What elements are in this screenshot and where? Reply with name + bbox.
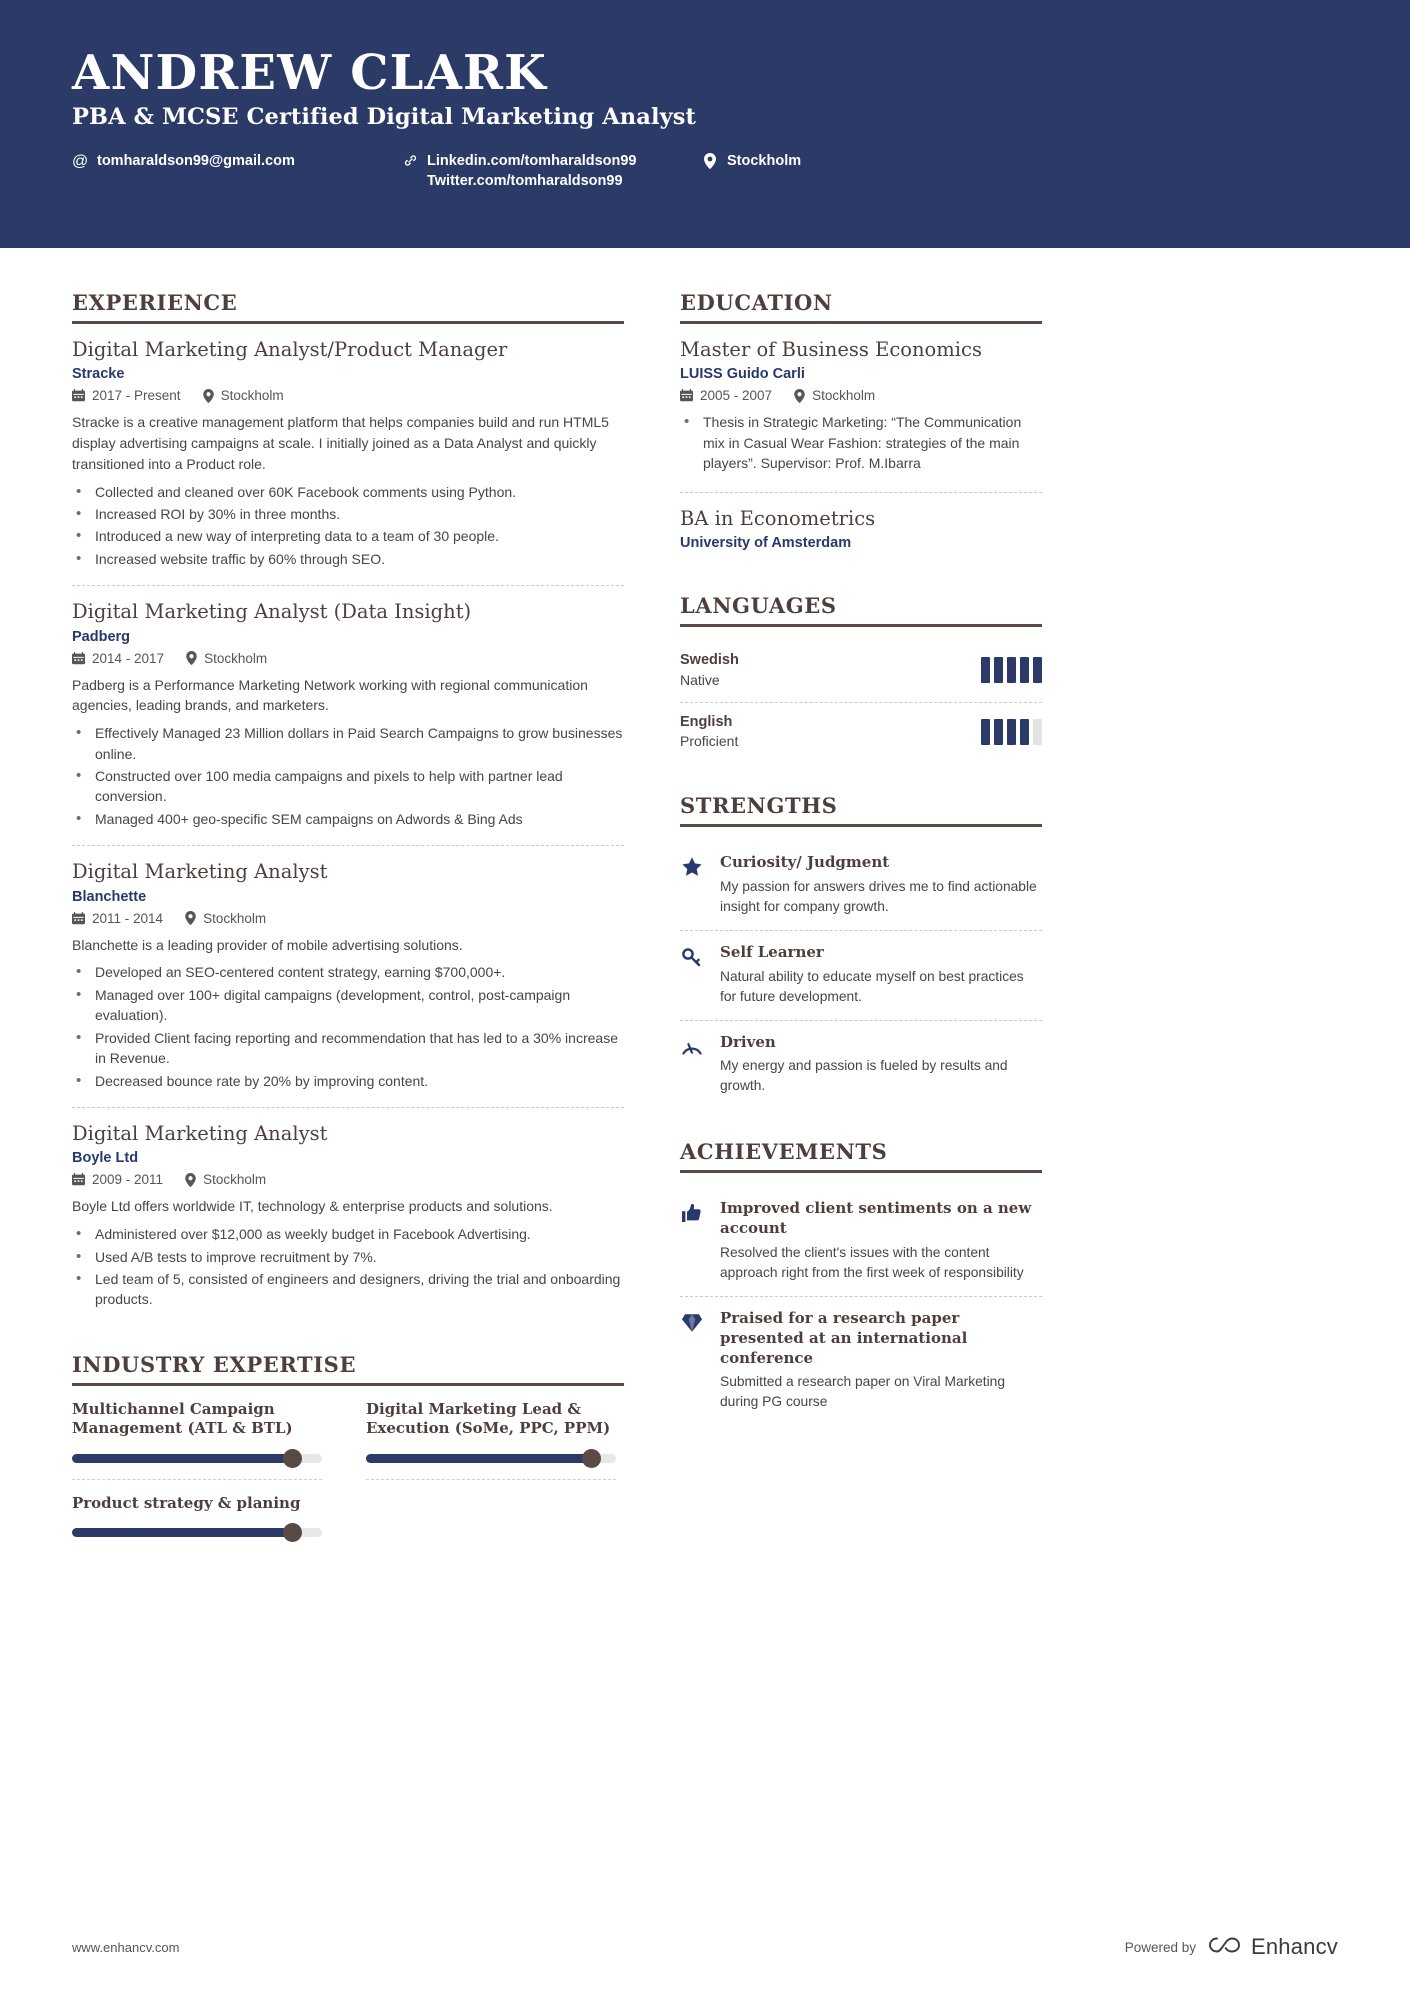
experience-summary: Blanchette is a leading provider of mobile advertising solutions. — [72, 936, 463, 953]
contact-email-text: tomharaldson99@gmail.com — [97, 153, 295, 170]
experience-company: Padberg — [72, 628, 131, 645]
expertise-item — [366, 1400, 616, 1480]
contact-row — [72, 152, 1338, 191]
thumbs-up-icon — [680, 1199, 706, 1225]
experience-location-text: Stockholm — [220, 388, 284, 404]
experience-dates — [72, 1172, 163, 1187]
resume-body — [0, 248, 1410, 1597]
experience-job-title: Digital Marketing Analyst (Data Insight) — [72, 600, 472, 624]
twitter-link[interactable]: Twitter.com/tomharaldson99 — [427, 172, 623, 189]
section-heading-education: EDUCATION — [680, 290, 1042, 324]
language-level: Native — [680, 671, 720, 688]
achievement-item — [680, 1296, 1042, 1425]
experience-location — [185, 1172, 266, 1187]
experience-entry — [72, 1107, 624, 1322]
level-bar — [1020, 657, 1029, 683]
slider-knob[interactable] — [283, 1449, 302, 1468]
calendar-icon — [72, 912, 85, 925]
level-bar — [1007, 657, 1016, 683]
list-item: • Administered over $12,000 as weekly budget in Facebook Advertising. — [72, 1224, 624, 1244]
section-experience — [72, 290, 624, 1322]
contact-location — [702, 152, 952, 172]
calendar-icon — [72, 389, 85, 402]
language-item — [680, 702, 1042, 763]
list-item: • Managed over 100+ digital campaigns (development, control, post-campaign evaluation). — [72, 985, 624, 1026]
experience-summary: Padberg is a Performance Marketing Network working with regional communication agencies, leading brands, and marketers. — [72, 676, 588, 714]
level-bar — [981, 657, 990, 683]
experience-location — [186, 651, 267, 666]
list-item: • Decreased bounce rate by 20% by improving content. — [72, 1071, 624, 1091]
contact-email[interactable] — [72, 152, 402, 173]
calendar-icon — [72, 652, 85, 665]
language-name: English — [680, 713, 733, 730]
key-icon — [680, 943, 706, 969]
section-heading-industry-expertise: INDUSTRY EXPERTISE — [72, 1352, 624, 1386]
strength-desc: My passion for answers drives me to find actionable insight for company growth. — [720, 878, 1037, 914]
location-pin-icon — [186, 651, 197, 665]
strength-item — [680, 841, 1042, 930]
language-item — [680, 641, 1042, 701]
education-degree: Master of Business Economics — [680, 338, 982, 361]
right-column — [680, 290, 1042, 1455]
language-level-bars — [981, 719, 1042, 745]
expertise-label: Product strategy & planing — [72, 1493, 301, 1512]
list-item: • Increased ROI by 30% in three months. — [72, 504, 624, 524]
level-bar — [994, 719, 1003, 745]
language-level: Proficient — [680, 733, 739, 750]
list-item: • Led team of 5, consisted of engineers and designers, driving the trial and onboarding products. — [72, 1269, 624, 1310]
expertise-grid — [72, 1400, 624, 1567]
calendar-icon — [680, 389, 693, 402]
expertise-label: Multichannel Campaign Management (ATL & BTL) — [72, 1399, 293, 1438]
experience-meta — [72, 388, 624, 403]
experience-bullets — [72, 962, 624, 1091]
link-icon — [402, 152, 418, 168]
list-item: • Provided Client facing reporting and recommendation that has led to a 30% increase in Revenue. — [72, 1028, 624, 1069]
experience-job-title: Digital Marketing Analyst/Product Manager — [72, 338, 508, 361]
language-name: Swedish — [680, 652, 739, 669]
brand — [1208, 1934, 1338, 1961]
job-title-subtitle: PBA & MCSE Certified Digital Marketing Analyst — [72, 104, 697, 131]
education-school: LUISS Guido Carli — [680, 366, 805, 383]
language-info — [680, 713, 738, 751]
page-title: ANDREW CLARK — [72, 45, 548, 101]
education-entry — [680, 492, 1042, 563]
language-info — [680, 651, 739, 689]
achievement-content — [720, 1309, 1042, 1412]
expertise-slider[interactable] — [366, 1454, 616, 1463]
diamond-icon — [680, 1309, 706, 1335]
slider-knob[interactable] — [582, 1449, 601, 1468]
experience-job-title: Digital Marketing Analyst — [72, 860, 328, 884]
section-strengths — [680, 793, 1042, 1109]
level-bar — [1033, 657, 1042, 683]
experience-dates — [72, 911, 163, 926]
slider-knob[interactable] — [283, 1523, 302, 1542]
education-location — [794, 388, 875, 403]
experience-location — [203, 388, 284, 403]
section-languages — [680, 593, 1042, 763]
section-heading-languages: LANGUAGES — [680, 593, 1042, 627]
achievement-title: Improved client sentiments on a new account — [720, 1199, 1032, 1238]
experience-dates-text: 2009 - 2011 — [92, 1172, 164, 1188]
section-heading-experience: EXPERIENCE — [72, 290, 624, 324]
linkedin-link[interactable]: Linkedin.com/tomharaldson99 — [427, 153, 637, 170]
location-pin-icon — [185, 911, 196, 925]
slider-fill — [366, 1454, 591, 1463]
powered-by-label: Powered by — [1124, 1939, 1196, 1955]
experience-location — [185, 911, 266, 926]
contact-links[interactable] — [402, 152, 702, 191]
education-dates-text: 2005 - 2007 — [700, 388, 773, 404]
experience-meta — [72, 911, 624, 926]
experience-dates — [72, 651, 164, 666]
experience-company: Stracke — [72, 366, 125, 383]
strength-desc: My energy and passion is fueled by results and growth. — [720, 1058, 1008, 1094]
calendar-icon — [72, 1173, 85, 1186]
experience-bullets — [72, 482, 624, 570]
strength-item — [680, 930, 1042, 1020]
achievement-item — [680, 1187, 1042, 1296]
resume-footer — [0, 1899, 1410, 1995]
education-dates — [680, 388, 772, 403]
brand-name: Enhancv — [1250, 1934, 1338, 1959]
level-bar — [1007, 719, 1016, 745]
education-bullets — [680, 412, 1042, 473]
slider-fill — [72, 1454, 292, 1463]
education-entry — [680, 338, 1042, 482]
section-industry-expertise — [72, 1352, 624, 1567]
experience-dates-text: 2011 - 2014 — [92, 910, 164, 926]
language-level-bars — [981, 657, 1042, 683]
list-item: • Collected and cleaned over 60K Facebook comments using Python. — [72, 482, 624, 502]
list-item: • Thesis in Strategic Marketing: “The Communication mix in Casual Wear Fashion: strategies of the main players”. Supervisor: Prof. M.Ibarra — [680, 412, 1042, 473]
experience-job-title: Digital Marketing Analyst — [72, 1122, 328, 1145]
achievement-desc: Resolved the client's issues with the content approach right from the first week of responsibility — [720, 1244, 1024, 1280]
contact-location-text: Stockholm — [727, 153, 802, 170]
achievement-desc: Submitted a research paper on Viral Marketing during PG course — [720, 1374, 1006, 1410]
location-pin-icon — [702, 152, 718, 169]
experience-location-text: Stockholm — [204, 650, 268, 666]
list-item: • Increased website traffic by 60% through SEO. — [72, 549, 624, 569]
strength-title: Self Learner — [720, 942, 824, 961]
experience-meta — [72, 651, 624, 666]
section-heading-achievements: ACHIEVEMENTS — [680, 1139, 1042, 1173]
list-item: • Constructed over 100 media campaigns and pixels to help with partner lead conversion. — [72, 766, 624, 807]
experience-location-text: Stockholm — [203, 910, 267, 926]
experience-meta — [72, 1172, 624, 1187]
list-item: • Used A/B tests to improve recruitment by 7%. — [72, 1247, 624, 1267]
level-bar — [994, 657, 1003, 683]
experience-bullets — [72, 723, 624, 829]
section-achievements — [680, 1139, 1042, 1425]
location-pin-icon — [203, 389, 214, 403]
footer-url[interactable]: www.enhancv.com — [72, 1939, 180, 1955]
strength-content — [720, 853, 1042, 917]
strength-title: Curiosity/ Judgment — [720, 852, 890, 871]
footer-branding — [1125, 1934, 1338, 1961]
strength-content — [720, 943, 1042, 1007]
strength-content — [720, 1033, 1042, 1097]
level-bar — [1020, 719, 1029, 745]
resume-header — [0, 0, 1410, 248]
list-item: • Effectively Managed 23 Million dollars in Paid Search Campaigns to grow businesses online. — [72, 723, 624, 764]
education-degree: BA in Econometrics — [680, 506, 876, 530]
expertise-item — [72, 1400, 322, 1480]
experience-location-text: Stockholm — [203, 1172, 267, 1188]
achievement-content — [720, 1199, 1042, 1283]
experience-summary: Stracke is a creative management platform that helps companies build and run HTML5 display advertising campaigns at scale. I initially joined as a Data Analyst and quickly transitioned into a Product role. — [72, 414, 609, 472]
experience-dates-text: 2017 - Present — [92, 388, 181, 404]
experience-company: Boyle Ltd — [72, 1150, 139, 1167]
achievement-title: Praised for a research paper presented at an international conference — [720, 1308, 968, 1367]
expertise-item — [72, 1494, 322, 1553]
contact-links-text — [427, 152, 637, 191]
level-bar — [1033, 719, 1042, 745]
speedometer-icon — [680, 1033, 706, 1059]
experience-dates-text: 2014 - 2017 — [92, 650, 165, 666]
experience-dates — [72, 388, 181, 403]
list-item: • Introduced a new way of interpreting data to a team of 30 people. — [72, 526, 624, 546]
location-pin-icon — [185, 1173, 196, 1187]
strength-title: Driven — [720, 1032, 776, 1051]
at-icon: @ — [72, 153, 89, 171]
education-location-text: Stockholm — [812, 388, 876, 404]
section-education — [680, 290, 1042, 563]
experience-bullets — [72, 1224, 624, 1310]
experience-company: Blanchette — [72, 888, 147, 905]
section-heading-strengths: STRENGTHS — [680, 793, 1042, 827]
location-pin-icon — [794, 389, 805, 403]
star-icon — [680, 853, 706, 879]
list-item: • Managed 400+ geo-specific SEM campaigns on Adwords & Bing Ads — [72, 809, 624, 829]
enhancv-logo-icon — [1208, 1934, 1242, 1961]
slider-fill — [72, 1528, 292, 1537]
experience-entry — [72, 845, 624, 1103]
strength-desc: Natural ability to educate myself on best practices for future development. — [720, 968, 1024, 1004]
strength-item — [680, 1020, 1042, 1110]
expertise-slider[interactable] — [72, 1454, 322, 1463]
expertise-slider[interactable] — [72, 1528, 322, 1537]
expertise-label: Digital Marketing Lead & Execution (SoMe, PPC, PPM) — [366, 1399, 611, 1438]
experience-summary: Boyle Ltd offers worldwide IT, technology & enterprise products and solutions. — [72, 1198, 553, 1215]
experience-entry — [72, 585, 624, 841]
experience-entry — [72, 338, 624, 581]
education-meta — [680, 388, 1042, 403]
level-bar — [981, 719, 990, 745]
list-item: • Developed an SEO-centered content strategy, earning $700,000+. — [72, 962, 624, 982]
education-school: University of Amsterdam — [680, 535, 852, 552]
left-column — [72, 290, 624, 1597]
